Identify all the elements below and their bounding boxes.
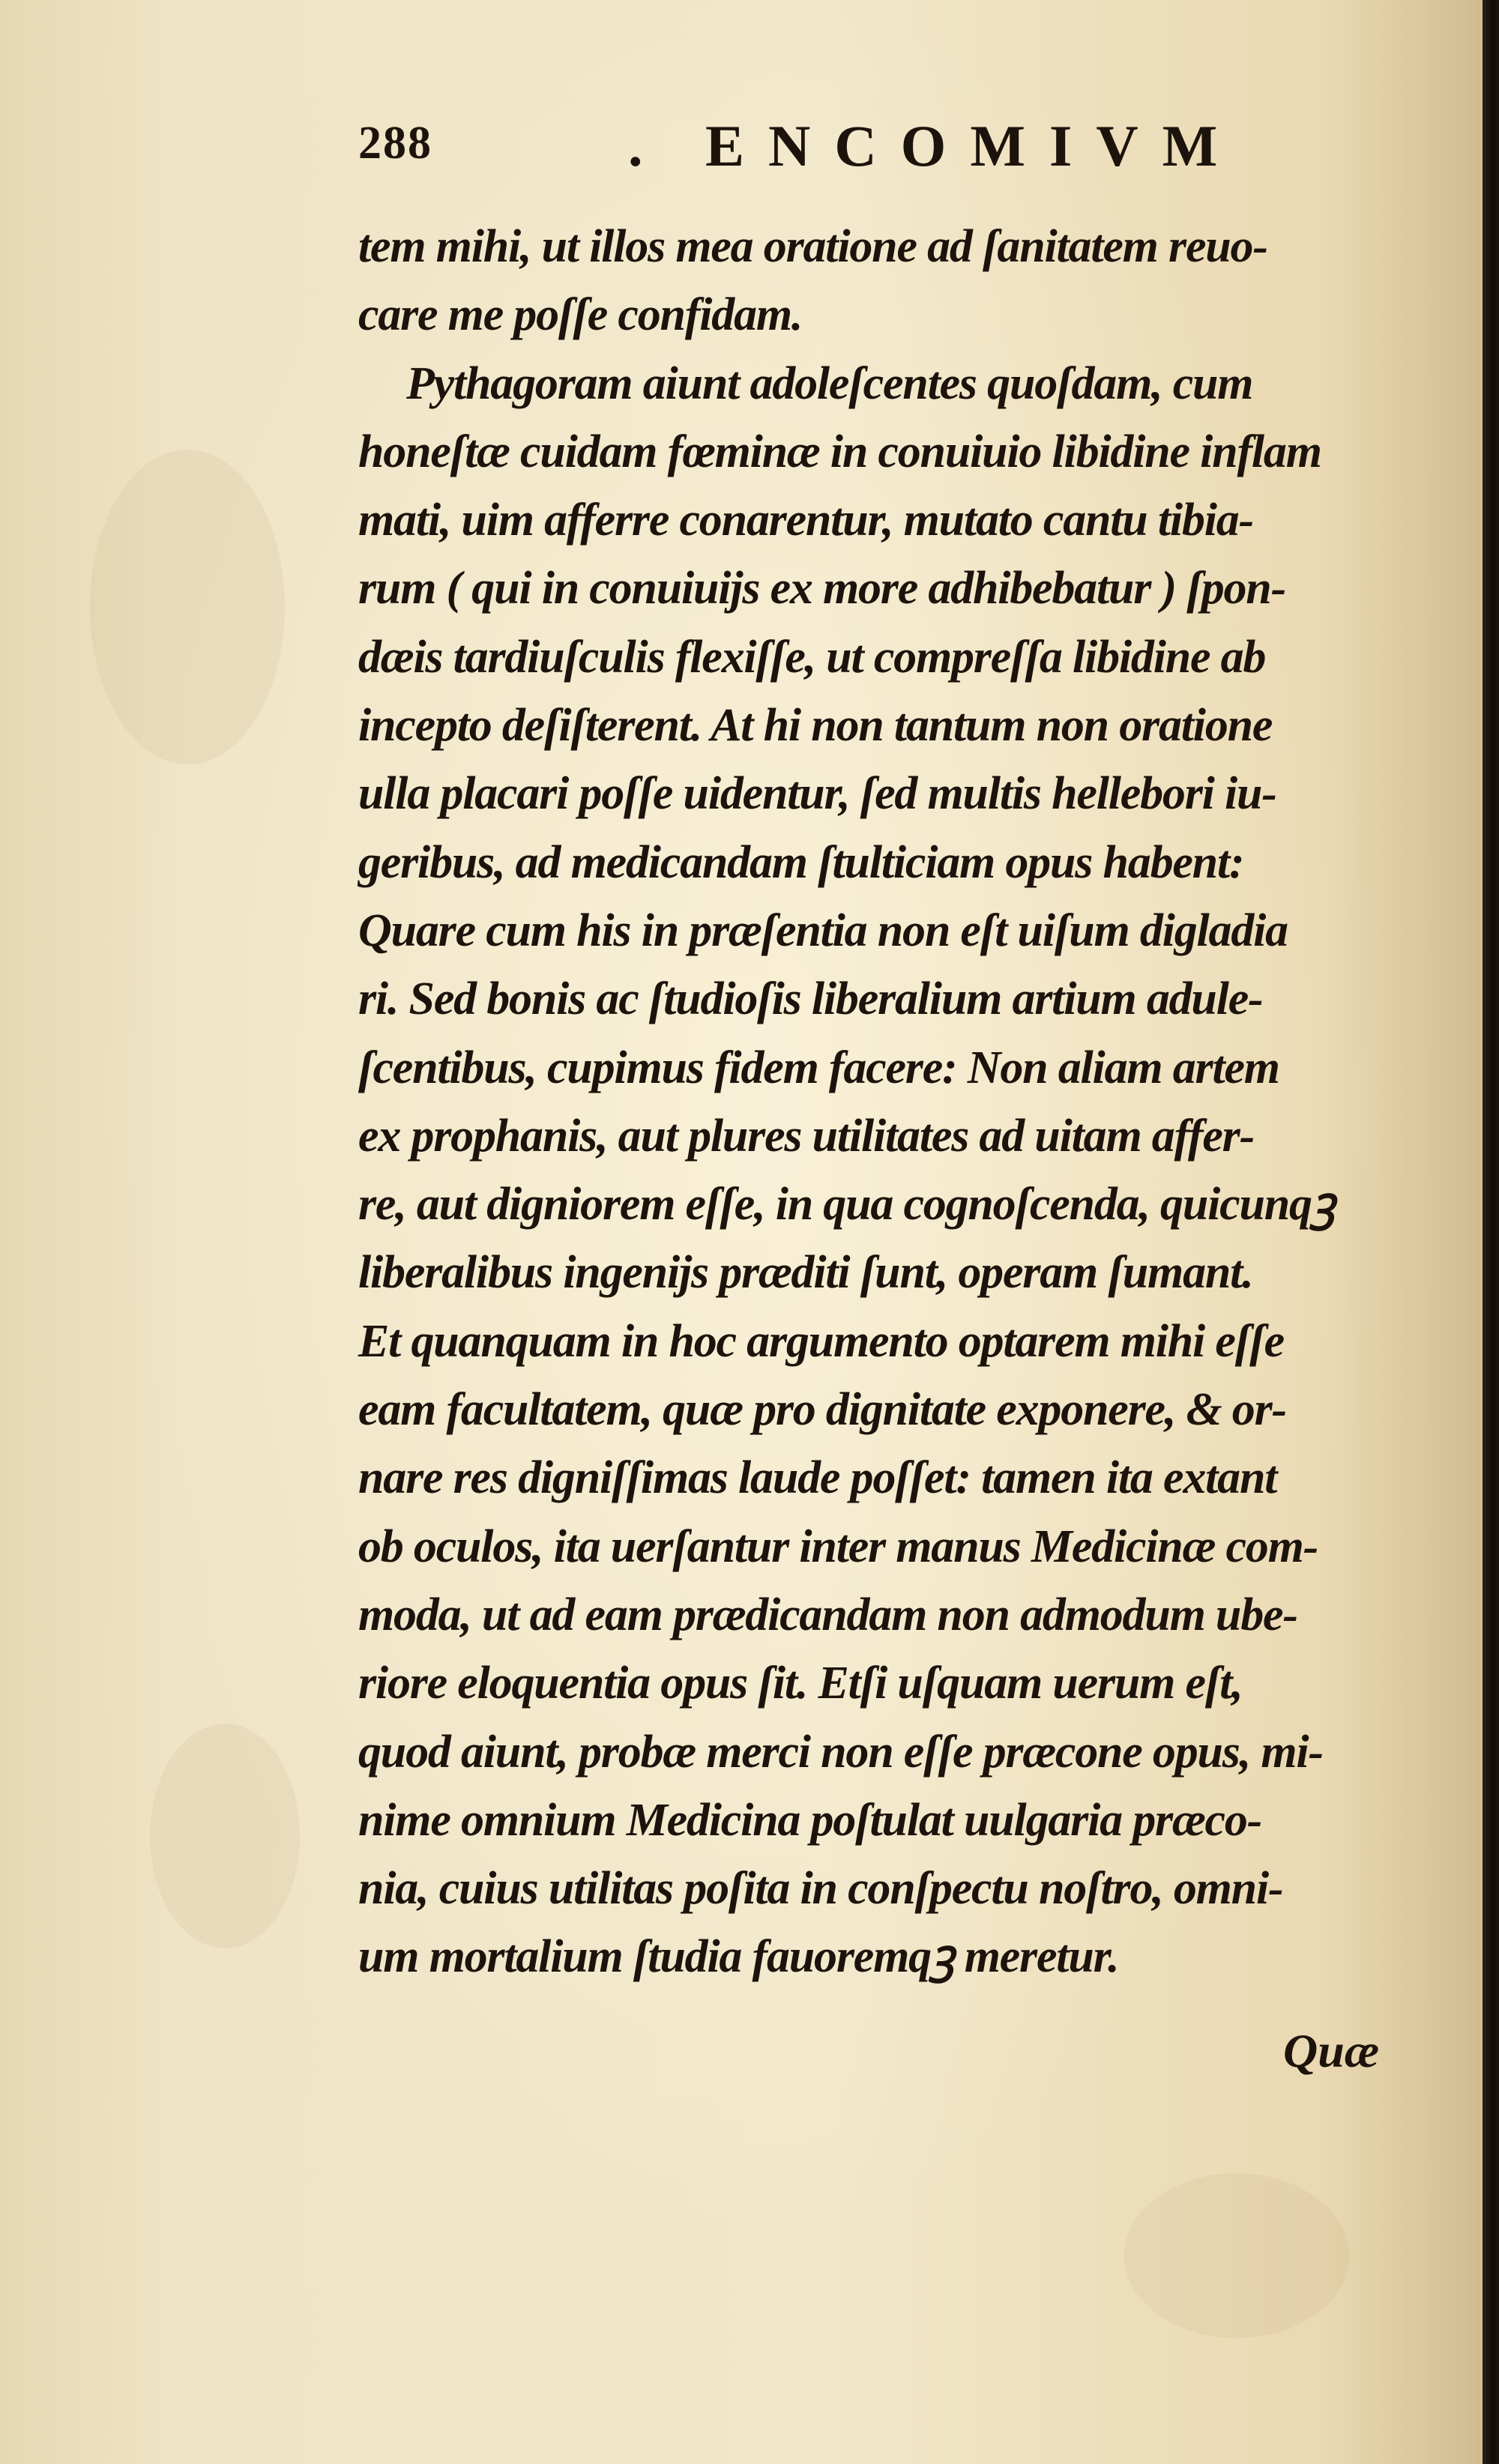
page-number: 288 [358, 118, 432, 169]
text-line: nare res digniſſimas laude poſſet: tamen ita extant [358, 1452, 1277, 1504]
text-line: ri. Sed bonis ac ſtudioſis liberalium artium adule- [358, 973, 1263, 1025]
book-spine-edge [1483, 0, 1499, 2464]
text-line: Pythagoram aiunt adoleſcentes quoſdam, cum [406, 357, 1253, 409]
text-line: mati, uim afferre conarentur, mutato cantu tibia- [358, 495, 1254, 546]
text-line: riore eloquentia opus ſit. Etſi uſquam uerum eſt, [358, 1658, 1243, 1709]
text-line: eam facultatem, quæ pro dignitate exponere, & or- [358, 1384, 1286, 1436]
page-header [358, 112, 1408, 187]
catchword: Quæ [1283, 2024, 1380, 2077]
text-line: ex prophanis, aut plures utilitates ad uitam affer- [358, 1110, 1255, 1162]
text-line: re, aut digniorem eſſe, in qua cognoſcenda, quicunqꝫ [358, 1179, 1335, 1231]
paper-stain [150, 1724, 300, 1948]
text-line: nia, cuius utilitas poſita in conſpectu noſtro, omni- [358, 1863, 1283, 1915]
text-line: nime omnium Medicina poſtulat uulgaria præco- [358, 1794, 1262, 1846]
text-line: moda, ut ad eam prædicandam non admodum ube- [358, 1589, 1297, 1640]
text-line: ob oculos, ita uerſantur inter manus Medicinæ com- [358, 1521, 1318, 1572]
text-line: ſcentibus, cupimus fidem facere: Non aliam artem [358, 1042, 1279, 1093]
text-line: tem mihi, ut illos mea oratione ad ſanitatem reuo- [358, 221, 1267, 272]
text-line: um mortalium ſtudia fauoremqꝫ meretur. [358, 1931, 1119, 1983]
text-line: Quare cum his in præſentia non eſt uiſum digladia [358, 905, 1288, 956]
text-line: quod aiunt, probæ merci non eſſe præcone opus, mi- [358, 1726, 1323, 1778]
paper-stain [1124, 2173, 1349, 2338]
text-line: honeſtæ cuidam fœminæ in conuiuio libidine inflam [358, 426, 1321, 477]
paper-stain [90, 450, 285, 764]
text-line: ulla placari poſſe uidentur, ſed multis hellebori iu- [358, 768, 1276, 820]
running-head: . ENCOMIVM [628, 113, 1242, 178]
text-line: care me poſſe confidam. [358, 289, 803, 341]
text-line: incepto deſiſterent. At hi non tantum non oratione [358, 700, 1273, 752]
text-line: dæis tardiuſculis flexiſſe, ut compreſſa libidine ab [358, 631, 1266, 683]
text-line: liberalibus ingenijs præditi ſunt, operam ſumant. [358, 1247, 1253, 1299]
text-line: rum ( qui in conuiuijs ex more adhibebatur ) ſpon- [358, 563, 1286, 615]
text-line: geribus, ad medicandam ſtulticiam opus habent: [358, 836, 1244, 888]
body-text [358, 213, 1408, 1992]
text-line: Et quanquam in hoc argumento optarem mihi eſſe [358, 1315, 1284, 1367]
